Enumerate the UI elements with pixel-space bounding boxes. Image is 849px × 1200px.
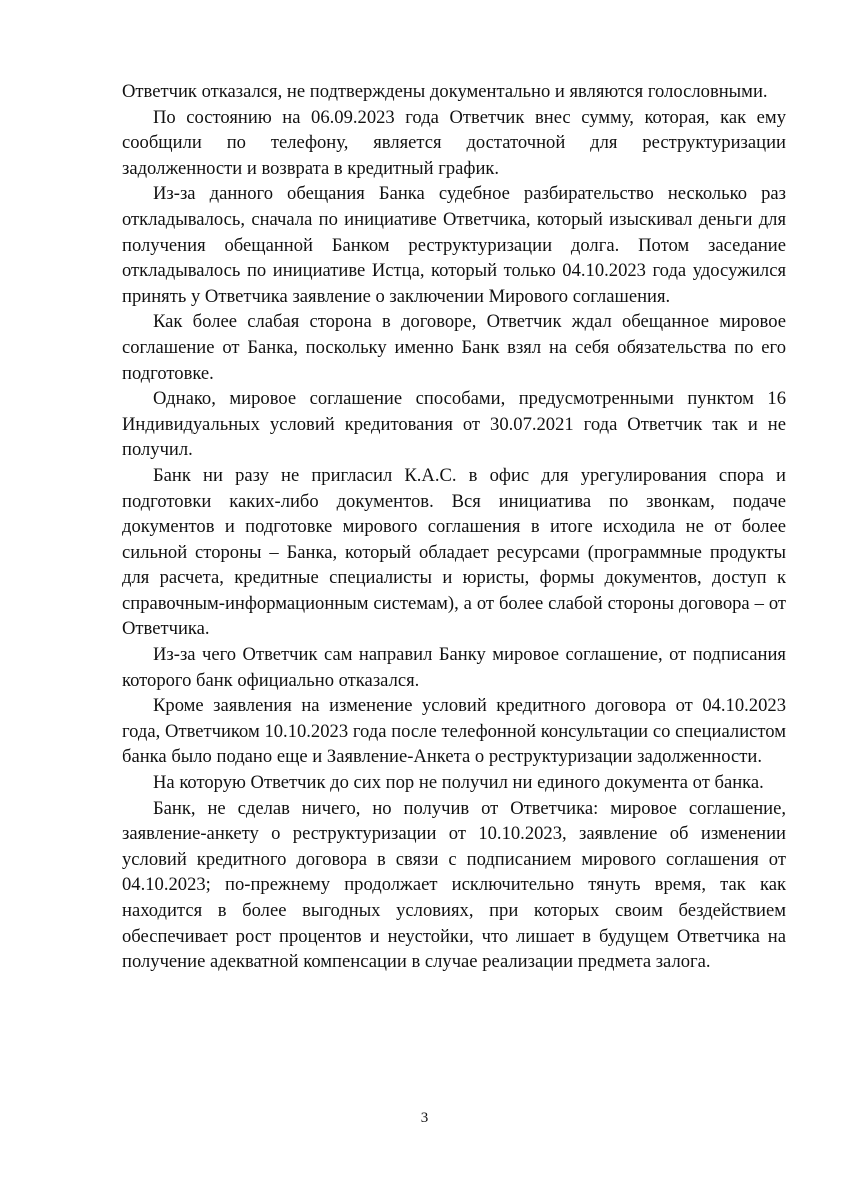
paragraph-sent-agreement: Из-за чего Ответчик сам направил Банку мировое соглашение, от подписания которого банк официально отказался. — [122, 644, 786, 691]
paragraph-conclusion: Банк, не сделав ничего, но получив от Ответчика: мировое соглашение, заявление-анкету о реструктуризации от 10.10.2023, заявление об изменении условий кредитного договора в связи с подписанием мирового соглашения от 04.10.2023; по-прежнему продолжает исключительно тянуть время, так как находится в более выгодных условиях, при которых своим бездействием обеспечивает рост процентов и неустойки, что лишает в будущем Ответчика на получение адекватной компенсации в случае реализации предмета залога. — [122, 797, 786, 973]
document-body — [122, 79, 786, 975]
paragraph-postponement: Из-за данного обещания Банка судебное разбирательство несколько раз откладывалось, сначала по инициативе Ответчика, который изыскивал деньги для получения обещанной Банком реструктуризации долга. Потом заседание откладывалось по инициативе Истца, который только 04.10.2023 года удосужился принять у Ответчика заявление о заключении Мирового соглашения. — [122, 183, 786, 307]
paragraph-not-received: Однако, мировое соглашение способами, предусмотренными пунктом 16 Индивидуальных условий кредитования от 30.07.2021 года Ответчик так и не получил. — [122, 388, 786, 461]
paragraph-bank-inaction: Банк ни разу не пригласил К.А.С. в офис для урегулирования спора и подготовки каких-либо документов. Вся инициатива по звонкам, подаче документов и подготовке мирового соглашения в итоге исходила не от более сильной стороны – Банка, который обладает ресурсами (программные продукты для расчета, кредитные специалисты и юристы, формы документов, доступ к справочным-информационным системам), а от более слабой стороны договора – от Ответчика. — [122, 464, 786, 640]
paragraph-weaker-party: Как более слабая сторона в договоре, Ответчик ждал обещанное мировое соглашение от Банка, поскольку именно Банк взял на себя обязательства по его подготовке. — [122, 311, 786, 384]
paragraph-application: Кроме заявления на изменение условий кредитного договора от 04.10.2023 года, Ответчиком 10.10.2023 года после телефонной консультации со специалистом банка было подано еще и Заявление-Анкета о реструктуризации задолженности. — [122, 695, 786, 768]
paragraph-continuation: Ответчик отказался, не подтверждены документально и являются голословными. — [122, 81, 768, 102]
page-number: 3 — [420, 1110, 429, 1126]
paragraph-payment-status: По состоянию на 06.09.2023 года Ответчик внес сумму, которая, как ему сообщили по телефону, является достаточной для реструктуризации задолженности и возврата в кредитный график. — [122, 106, 786, 179]
paragraph-no-response: На которую Ответчик до сих пор не получил ни единого документа от банка. — [153, 772, 764, 794]
